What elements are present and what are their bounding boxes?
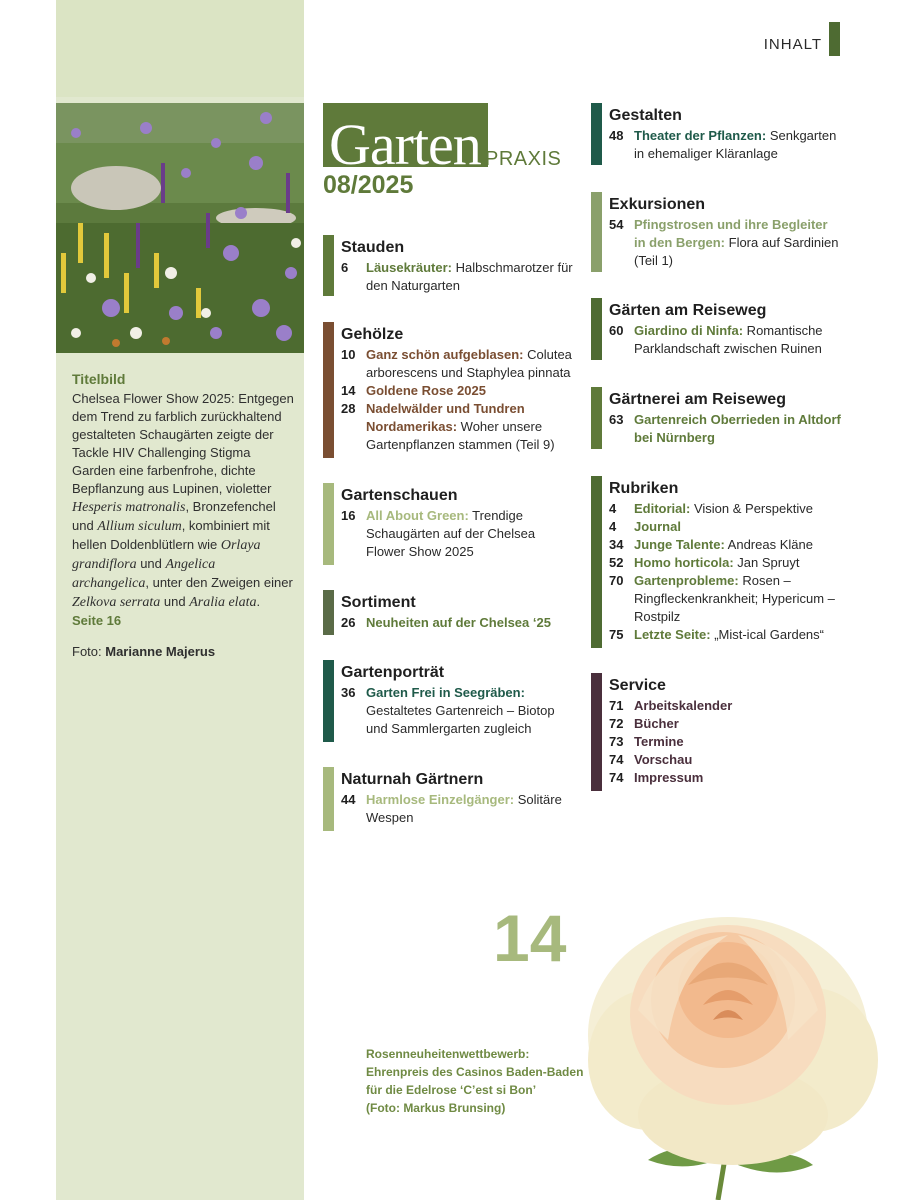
entry-description: Colutea arborescens und Staphylea pinnata	[366, 347, 572, 380]
entry-text	[634, 626, 841, 644]
entry-description: Senkgarten in ehemaliger Kläranlage	[634, 128, 837, 161]
page-number: 4	[609, 519, 617, 534]
entry-description: Woher unsere Gartenpflanzen stammen (Teil 9)	[366, 419, 555, 452]
entry-text	[366, 259, 573, 295]
entry-text	[634, 127, 841, 163]
entry-description: Gestaltetes Gartenreich – Biotop und Sammlergarten zugleich	[366, 703, 555, 736]
toc-entry[interactable]	[341, 614, 573, 632]
rose-illustration	[578, 890, 890, 1200]
entry-highlight: Goldene Rose 2025	[366, 383, 486, 398]
toc-entry[interactable]	[341, 259, 573, 295]
entry-highlight: Editorial:	[634, 501, 691, 516]
entry-text	[634, 518, 841, 536]
entry-highlight: Pfingstrosen und ihre Begleiter in den Bergen:	[634, 217, 828, 250]
section-color-bar	[591, 387, 602, 449]
magazine-logo	[323, 103, 583, 203]
entry-text	[634, 697, 841, 715]
entry-highlight: Gartenprobleme:	[634, 573, 739, 588]
section-title: Sortiment	[341, 594, 416, 611]
toc-entry[interactable]	[341, 382, 573, 400]
toc-entry[interactable]	[609, 626, 841, 644]
toc-section-gärten-am-reiseweg	[591, 298, 841, 360]
page-number: 6	[341, 260, 349, 275]
section-title: Gehölze	[341, 326, 404, 343]
section-color-bar	[323, 322, 334, 458]
entry-description: Flora auf Sardinien (Teil 1)	[634, 235, 839, 268]
cover-photo[interactable]	[56, 103, 304, 353]
feature-page-number[interactable]: 14	[493, 901, 567, 975]
page-number: 60	[609, 323, 624, 338]
toc-section-gestalten	[591, 103, 841, 165]
entry-description: Romantische Parklandschaft zwischen Ruinen	[634, 323, 823, 356]
toc-entry[interactable]	[609, 518, 841, 536]
issue-number: 08/2025	[323, 171, 414, 199]
section-title: Gartenschauen	[341, 487, 458, 504]
section-color-bar	[323, 590, 334, 635]
entry-highlight: Junge Talente:	[634, 537, 725, 552]
toc-section-gärtnerei-am-reiseweg	[591, 387, 841, 449]
entry-highlight: All About Green:	[366, 508, 469, 523]
toc-entry[interactable]	[609, 733, 841, 751]
section-title: Naturnah Gärtnern	[341, 771, 484, 788]
logo-garten: Garten	[329, 112, 481, 177]
section-color-bar	[323, 660, 334, 742]
logo-praxis: PRAXIS	[485, 148, 562, 170]
cover-caption-title: Titelbild	[72, 371, 126, 387]
entry-highlight: Neuheiten auf der Chelsea ‘25	[366, 615, 551, 630]
header-accent-bar	[829, 22, 840, 56]
section-title: Gestalten	[609, 107, 682, 124]
page-number: 26	[341, 615, 356, 630]
entry-text	[634, 554, 841, 572]
page-number: 28	[341, 401, 356, 416]
page-number: 63	[609, 412, 624, 427]
entry-highlight: Ganz schön aufgeblasen:	[366, 347, 524, 362]
page-number: 16	[341, 508, 356, 523]
cover-caption-text: Chelsea Flower Show 2025: Entgegen dem Trend zu farblich zurückhaltend gestalteten Schaugärten zeigte der Tackle HIV Challenging Stigma Garden eine farbenfrohe, dichte Bepflanzung aus Lupinen, violetter Hesperis matronalis, Bronzefenchel und Allium siculum, kombiniert mit hellen Doldenblütlern wie Orlaya grandiflora und Angelica archangelica, unter den Zweigen einer Zelkova serrata und Aralia elata.	[72, 391, 294, 610]
page-number: 52	[609, 555, 624, 570]
entry-text	[634, 769, 841, 787]
toc-entry[interactable]	[341, 791, 573, 827]
entry-highlight: Vorschau	[634, 752, 693, 767]
page-number: 14	[341, 383, 356, 398]
toc-entry[interactable]	[609, 411, 841, 447]
entry-highlight: Arbeitskalender	[634, 698, 733, 713]
entry-description: Andreas Kläne	[724, 537, 813, 552]
section-title: Gartenporträt	[341, 664, 445, 681]
toc-entry[interactable]	[609, 769, 841, 787]
entry-text	[634, 536, 841, 554]
entry-highlight: Journal	[634, 519, 681, 534]
section-color-bar	[323, 767, 334, 831]
entry-highlight: Gartenreich Oberrieden in Altdorf bei Nürnberg	[634, 412, 841, 445]
page-number: 44	[341, 792, 356, 807]
section-color-bar	[591, 476, 602, 648]
toc-section-sortiment	[323, 590, 573, 635]
photo-credit: Foto: Marianne Majerus	[72, 644, 216, 659]
entry-text	[634, 500, 841, 518]
entry-highlight: Letzte Seite:	[634, 627, 711, 642]
cover-sidebar	[56, 0, 304, 1200]
section-title: Stauden	[341, 239, 405, 256]
toc-section-gehölze	[323, 322, 573, 458]
page-number: 74	[609, 752, 624, 767]
section-color-bar	[591, 673, 602, 791]
toc-entry[interactable]	[341, 684, 573, 738]
page-number: 75	[609, 627, 624, 642]
section-title: Gärtnerei am Reiseweg	[609, 391, 786, 408]
toc-section-stauden	[323, 235, 573, 296]
page-number: 54	[609, 217, 624, 232]
page-number: 74	[609, 770, 624, 785]
entry-text	[634, 715, 841, 733]
entry-description: Rosen – Ringfleckenkrankheit; Hypericum – Rostpilz	[634, 573, 835, 624]
entry-description: Trendige Schaugärten auf der Chelsea Flower Show 2025	[366, 508, 536, 559]
entry-text	[634, 572, 841, 626]
toc-entry[interactable]	[609, 322, 841, 358]
entry-highlight: Homo horticola:	[634, 555, 734, 570]
section-color-bar	[591, 298, 602, 360]
toc-section-service	[591, 673, 841, 791]
page-number: 73	[609, 734, 624, 749]
entry-text	[366, 614, 573, 632]
entry-text	[634, 751, 841, 769]
entry-highlight: Theater der Pflanzen:	[634, 128, 767, 143]
section-color-bar	[591, 192, 602, 272]
toc-entry[interactable]	[609, 751, 841, 769]
entry-description: Vision & Perspektive	[690, 501, 813, 516]
entry-highlight: Impressum	[634, 770, 704, 785]
page-number: 48	[609, 128, 624, 143]
section-label: INHALT	[763, 36, 822, 53]
toc-entry[interactable]	[609, 554, 841, 572]
toc-entry[interactable]	[609, 536, 841, 554]
toc-entry[interactable]	[609, 697, 841, 715]
entry-highlight: Läusekräuter:	[366, 260, 452, 275]
entry-text	[366, 346, 573, 382]
page-number: 4	[609, 501, 617, 516]
rose-caption: Rosenneuheitenwettbewerb: Ehrenpreis des Casinos Baden-Baden für die Edelrose ‘C’est si Bon’ (Foto: Markus Brunsing)	[366, 1047, 584, 1115]
page-number: 72	[609, 716, 624, 731]
entry-text	[634, 322, 841, 358]
toc-entry[interactable]	[609, 127, 841, 163]
entry-text	[366, 791, 573, 827]
rose-photo[interactable]	[578, 890, 890, 1200]
toc-section-gartenschauen	[323, 483, 573, 565]
entry-highlight: Termine	[634, 734, 684, 749]
toc-entry[interactable]	[609, 715, 841, 733]
entry-text	[634, 733, 841, 751]
page-number: 71	[609, 698, 624, 713]
entry-description: „Mist-ical Gardens“	[710, 627, 824, 642]
page-number: 70	[609, 573, 624, 588]
cover-page-ref[interactable]: Seite 16	[72, 613, 122, 628]
toc-entry[interactable]	[341, 346, 573, 382]
section-title: Exkursionen	[609, 196, 706, 213]
toc-entry[interactable]	[609, 572, 841, 626]
cover-caption	[72, 370, 294, 630]
entry-description: Halbschmarotzer für den Naturgarten	[366, 260, 573, 293]
section-title: Rubriken	[609, 480, 679, 497]
toc-section-exkursionen	[591, 192, 841, 272]
toc-entry[interactable]	[341, 507, 573, 561]
page-number: 34	[609, 537, 624, 552]
page-number: 10	[341, 347, 356, 362]
entry-highlight: Giardino di Ninfa:	[634, 323, 744, 338]
entry-text	[634, 411, 841, 447]
entry-text	[366, 382, 573, 400]
entry-highlight: Harmlose Einzelgänger:	[366, 792, 515, 807]
section-color-bar	[323, 483, 334, 565]
toc-entry[interactable]	[609, 500, 841, 518]
entry-text	[366, 507, 573, 561]
entry-text	[366, 684, 573, 738]
page-number: 36	[341, 685, 356, 700]
toc-entry[interactable]	[609, 216, 841, 270]
entry-text	[634, 216, 841, 270]
section-color-bar	[591, 103, 602, 165]
toc-section-naturnah-gärtnern	[323, 767, 573, 831]
entry-highlight: Nadelwälder und Tundren Nordamerikas:	[366, 401, 525, 434]
entry-highlight: Garten Frei in Seegräben:	[366, 685, 525, 700]
toc-section-rubriken	[591, 476, 841, 648]
entry-description: Jan Spruyt	[733, 555, 800, 570]
entry-text	[366, 400, 573, 454]
entry-highlight: Bücher	[634, 716, 679, 731]
entry-description: Solitäre Wespen	[366, 792, 562, 825]
toc-entry[interactable]	[341, 400, 573, 454]
section-color-bar	[323, 235, 334, 296]
section-title: Gärten am Reiseweg	[609, 302, 767, 319]
toc-section-gartenporträt	[323, 660, 573, 742]
section-title: Service	[609, 677, 666, 694]
garden-illustration	[56, 103, 304, 353]
sidebar-top-block	[56, 0, 304, 97]
